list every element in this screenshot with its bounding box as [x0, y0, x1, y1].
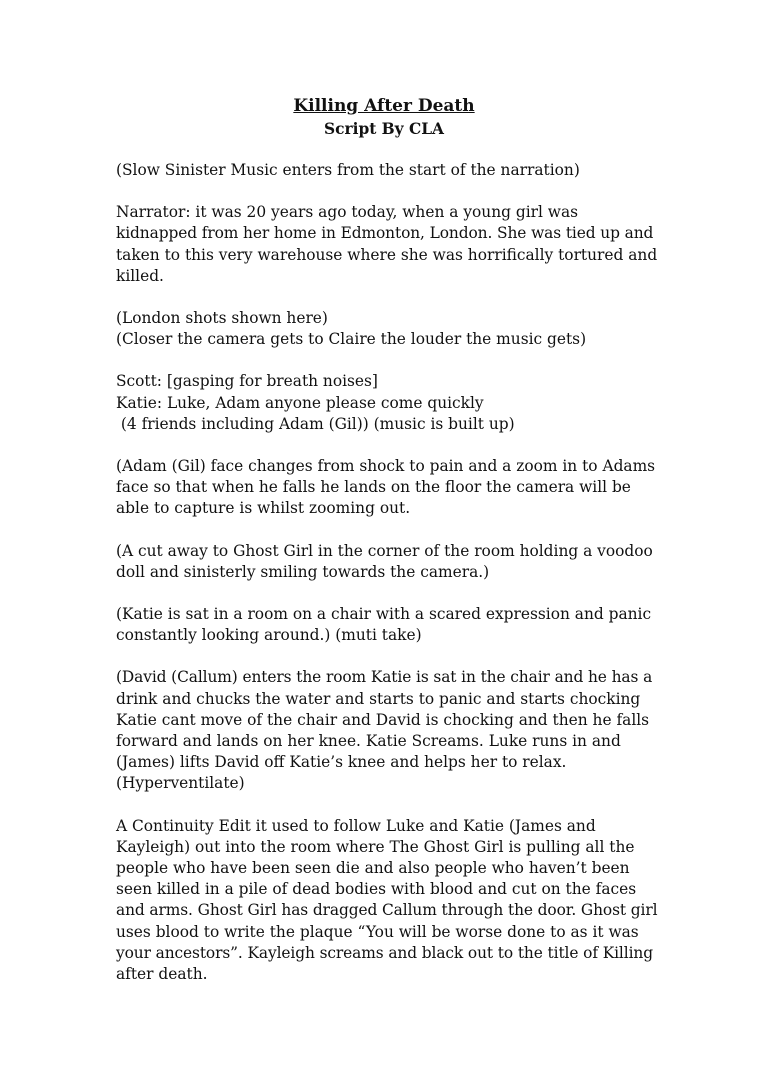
script-line: seen killed in a pile of dead bodies with blood and cut on the faces — [116, 880, 637, 899]
script-line: (Adam (Gil) face changes from shock to pain and a zoom in to Adams — [116, 457, 656, 476]
script-line: (4 friends including Adam (Gil)) (music is built up) — [116, 414, 515, 433]
script-line: killed. — [116, 266, 164, 285]
script-line: A Continuity Edit it used to follow Luke and Katie (James and — [116, 816, 596, 835]
script-paragraph — [116, 371, 658, 435]
script-paragraph — [116, 308, 658, 350]
script-paragraph — [116, 604, 658, 646]
script-line: (London shots shown here) — [116, 309, 328, 328]
document-subtitle: Script By CLA — [324, 120, 444, 138]
script-paragraph — [116, 541, 658, 583]
script-line: and arms. Ghost Girl has dragged Callum through the door. Ghost girl — [116, 901, 658, 920]
script-body — [116, 160, 658, 1006]
script-line: doll and sinisterly smiling towards the camera.) — [116, 562, 490, 581]
script-line: Narrator: it was 20 years ago today, when a young girl was — [116, 203, 579, 222]
script-line: (A cut away to Ghost Girl in the corner of the room holding a voodoo — [116, 541, 653, 560]
script-line: (James) lifts David off Katie’s knee and helps her to relax. — [116, 753, 567, 772]
script-line: Katie cant move of the chair and David is chocking and then he falls — [116, 710, 650, 729]
script-line: able to capture is whilst zooming out. — [116, 499, 411, 518]
script-line: kidnapped from her home in Edmonton, London. She was tied up and — [116, 224, 654, 243]
script-line: face so that when he falls he lands on the floor the camera will be — [116, 478, 631, 497]
script-line: uses blood to write the plaque “You will be worse done to as it was — [116, 922, 639, 941]
script-line: drink and chucks the water and starts to panic and starts chocking — [116, 689, 641, 708]
script-paragraph — [116, 667, 658, 794]
script-line: Kayleigh) out into the room where The Ghost Girl is pulling all the — [116, 837, 635, 856]
script-paragraph — [116, 160, 658, 181]
script-line: (David (Callum) enters the room Katie is sat in the chair and he has a — [116, 668, 653, 687]
script-paragraph — [116, 816, 658, 986]
script-line: constantly looking around.) (muti take) — [116, 626, 422, 645]
script-line: (Closer the camera gets to Claire the louder the music gets) — [116, 330, 587, 349]
script-line: Katie: Luke, Adam anyone please come quickly — [116, 393, 484, 412]
script-line: people who have been seen die and also people who haven’t been — [116, 859, 630, 878]
script-line: (Katie is sat in a room on a chair with a scared expression and panic — [116, 605, 652, 624]
document-title: Killing After Death — [293, 96, 475, 116]
script-line: taken to this very warehouse where she was horrifically tortured and — [116, 245, 658, 264]
script-line: (Hyperventilate) — [116, 774, 245, 793]
script-line: after death. — [116, 965, 208, 984]
script-line: Scott: [gasping for breath noises] — [116, 372, 378, 391]
script-line: your ancestors”. Kayleigh screams and black out to the title of Killing — [116, 943, 653, 962]
script-paragraph — [116, 456, 658, 520]
script-line: (Slow Sinister Music enters from the start of the narration) — [116, 161, 580, 179]
script-line: forward and lands on her knee. Katie Screams. Luke runs in and — [116, 732, 621, 751]
script-paragraph — [116, 202, 658, 287]
